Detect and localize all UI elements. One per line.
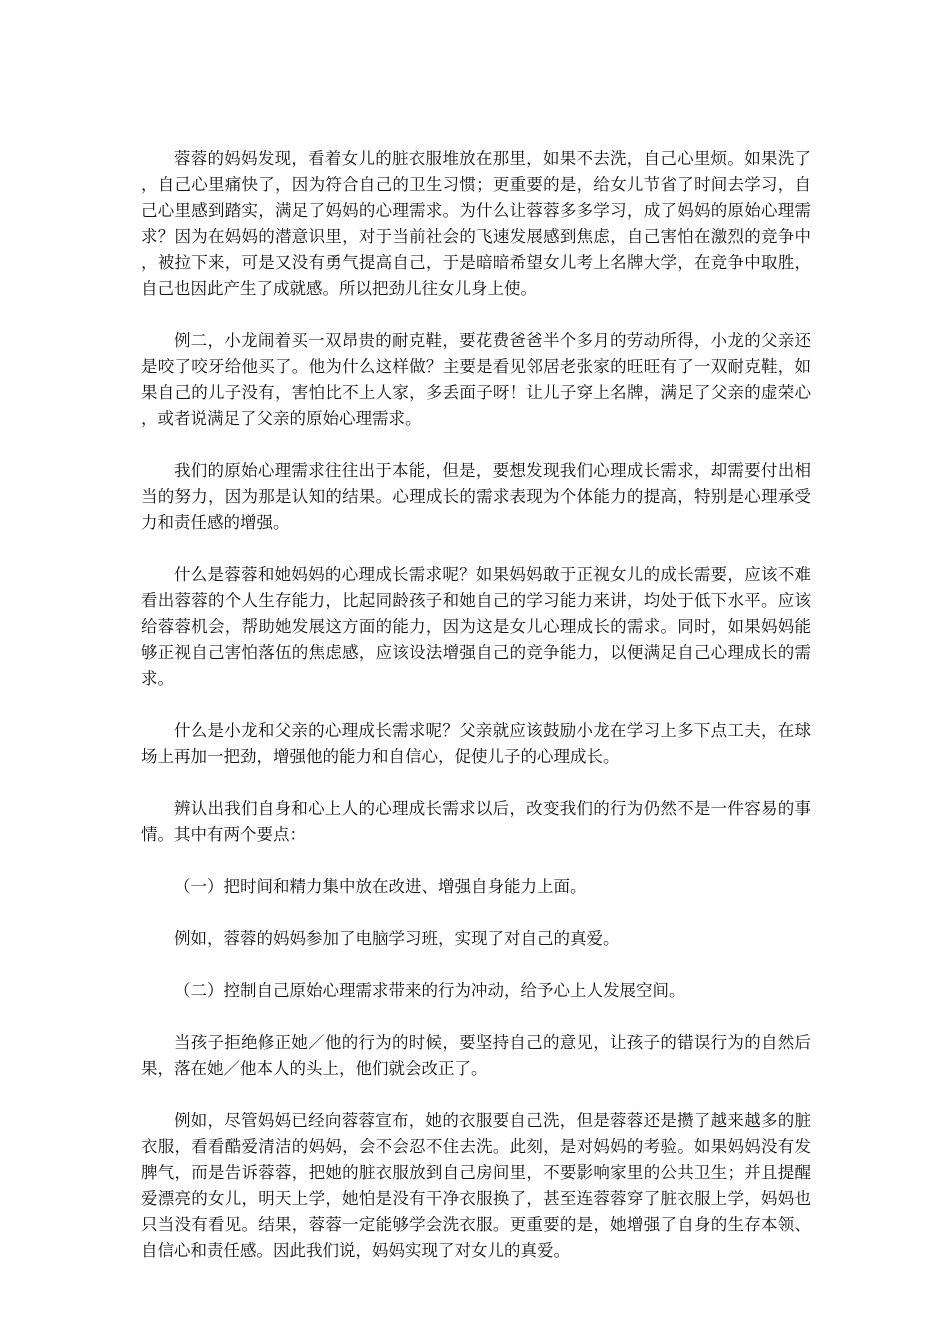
paragraph-original-needs: 我们的原始心理需求往往出于本能，但是，要想发现我们心理成长需求，却需要付出相当的努力，因为那是认知的结果。心理成长的需求表现为个体能力的提高，特别是心理承受力和责任感的增强。 bbox=[141, 461, 811, 532]
paragraph-xiaolong-growth-needs: 什么是小龙和父亲的心理成长需求呢？父亲就应该鼓励小龙在学习上多下点工夫，在球场上再加一把劲，增强他的能力和自信心，促使儿子的心理成长。 bbox=[141, 721, 811, 766]
paragraph-rongrong-mother-observation: 蓉蓉的妈妈发现，看着女儿的脏衣服堆放在那里，如果不去洗，自己心里烦。如果洗了，自己心里痛快了，因为符合自己的卫生习惯；更重要的是，给女儿节省了时间去学习，自己心里感到踏实，满足了妈妈的心理需求。为什么让蓉蓉多多学习，成了妈妈的原始心理需求？因为在妈妈的潜意识里，对于当前社会的飞速发展感到焦虑，自己害怕在激烈的竞争中，被拉下来，可是又没有勇气提高自己，于是暗暗希望女儿考上名牌大学，在竞争中取胜，自己也因此产生了成就感。所以把劲儿往女儿身上使。 bbox=[141, 149, 811, 298]
paragraph-point-one: （一）把时间和精力集中放在改进、增强自身能力上面。 bbox=[174, 877, 587, 896]
paragraph-two-key-points: 辨认出我们自身和心上人的心理成长需求以后，改变我们的行为仍然不是一件容易的事情。其中有两个要点： bbox=[141, 799, 811, 844]
paragraph-point-two: （二）控制自己原始心理需求带来的行为冲动，给予心上人发展空间。 bbox=[174, 981, 686, 1000]
paragraph-example-two-xiaolong: 例二，小龙闹着买一双昂贵的耐克鞋，要花费爸爸半个多月的劳动所得，小龙的父亲还是咬了咬牙给他买了。他为什么这样做？主要是看见邻居老张家的旺旺有了一双耐克鞋，如果自己的儿子没有，害怕比不上人家，多丢面子呀！让儿子穿上名牌，满足了父亲的虚荣心，或者说满足了父亲的原始心理需求。 bbox=[141, 331, 811, 428]
paragraph-point-one-example: 例如，蓉蓉的妈妈参加了电脑学习班，实现了对自己的真爱。 bbox=[174, 929, 620, 948]
paragraph-natural-consequences: 当孩子拒绝修正她／他的行为的时候，要坚持自己的意见，让孩子的错误行为的自然后果，落在她／他本人的头上，他们就会改正了。 bbox=[141, 1033, 811, 1078]
document-body bbox=[141, 146, 811, 1264]
paragraph-point-two-example: 例如，尽管妈妈已经向蓉蓉宣布，她的衣服要自己洗，但是蓉蓉还是攒了越来越多的脏衣服，看看酷爱清洁的妈妈，会不会忍不住去洗。此刻，是对妈妈的考验。如果妈妈没有发脾气，而是告诉蓉蓉，把她的脏衣服放到自己房间里，不要影响家里的公共卫生；并且提醒爱漂亮的女儿，明天上学，她怕是没有干净衣服换了，甚至连蓉蓉穿了脏衣服上学，妈妈也只当没有看见。结果，蓉蓉一定能够学会洗衣服。更重要的是，她增强了自身的生存本领、自信心和责任感。因此我们说，妈妈实现了对女儿的真爱。 bbox=[141, 1111, 811, 1260]
paragraph-rongrong-growth-needs: 什么是蓉蓉和她妈妈的心理成长需求呢？如果妈妈敢于正视女儿的成长需要，应该不难看出蓉蓉的个人生存能力，比起同龄孩子和她自己的学习能力来讲，均处于低下水平。应该给蓉蓉机会，帮助她发展这方面的能力，因为这是女儿心理成长的需求。同时，如果妈妈能够正视自己害怕落伍的焦虑感，应该设法增强自己的竞争能力，以便满足自己心理成长的需求。 bbox=[141, 565, 811, 688]
